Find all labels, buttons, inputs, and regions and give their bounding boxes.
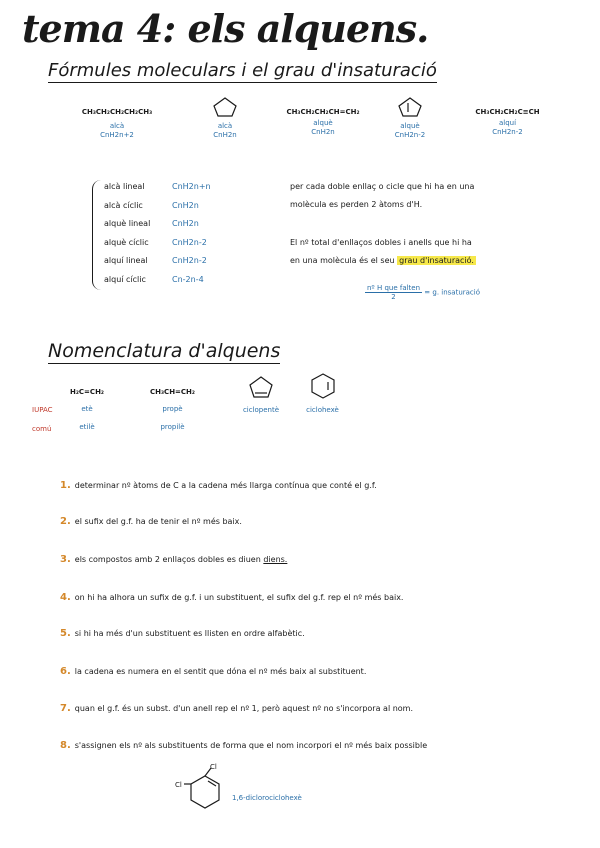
paragraph-line (290, 252, 476, 270)
table-formula: CnH2n (172, 219, 199, 228)
structure-name: alcà (109, 122, 125, 130)
table-row (104, 238, 211, 257)
table-formula: CnH2n (172, 200, 199, 210)
table-formula: Cn-2n-4 (172, 274, 204, 284)
paragraph-line: per cada doble enllaç o cicle que hi ha en una (290, 182, 475, 191)
structure-pentyne (465, 108, 550, 137)
rule-text-underlined: diens. (263, 555, 288, 564)
structure-cyclopentene (390, 96, 430, 140)
rule-number: 2. (60, 516, 71, 527)
highlight-grau-insaturacio: grau d'insaturació. (399, 256, 474, 265)
rule-item (60, 480, 377, 491)
table-label: alcà cíclic (104, 200, 143, 210)
table-row (104, 275, 211, 294)
table-row (104, 219, 211, 238)
table-label: alquè cíclic (104, 237, 149, 247)
fraction (365, 284, 422, 301)
rule-number: 1. (60, 480, 71, 491)
fraction-result: = g. insaturació (424, 288, 481, 297)
table-label: alquí lineal (104, 256, 148, 265)
rule-number: 8. (60, 740, 71, 751)
rule-text: on hi ha alhora un sufix de g.f. i un substituent, el sufix del g.f. rep el nº més baix. (74, 593, 404, 602)
cyclopentene-icon (390, 96, 430, 118)
structure-formula: CH₃CH₂CH₂CH=CH₂ (286, 108, 360, 116)
cyclopentene-icon (246, 374, 276, 400)
rule-text: quan el g.f. és un subst. d'un anell rep el nº 1, però aquest nº no s'incorpora al nom. (74, 704, 414, 713)
fraction-numerator: nº H que falten (367, 284, 421, 292)
compound-comu: etilè (79, 423, 95, 431)
row-label-iupac: IUPAC (32, 406, 53, 414)
example-molecule (175, 762, 235, 826)
paragraph-enllac (290, 178, 474, 214)
example-label: 1,6-diclorociclohexè (232, 794, 302, 802)
rule-number: 5. (60, 628, 71, 639)
structure-formula: CH₃CH₂CH₂CH₂CH₃ (81, 108, 153, 116)
structure-name: alquè (400, 122, 420, 130)
structure-pentane (72, 108, 162, 140)
dichlorocyclohexene-icon (175, 762, 235, 822)
rule-item (60, 554, 287, 565)
structure-general: CnH2n-2 (394, 131, 426, 139)
paragraph-text: en una molècula és el seu (290, 256, 395, 265)
structure-general: CnH2n+2 (100, 131, 134, 139)
structure-formula: CH₃CH₂CH₂C≡CH (475, 108, 540, 116)
section-heading-formules: Fórmules moleculars i el grau d'insaturació (48, 60, 437, 81)
structure-general: CnH2n (213, 131, 237, 139)
compound-iupac: ciclohexè (306, 406, 339, 414)
structure-cyclopentane (205, 96, 245, 140)
chlorine-atom: Cl (175, 781, 182, 789)
rule-text: si hi ha més d'un substituent es llisten en ordre alfabètic. (74, 629, 305, 638)
paragraph-line: El nº total d'enllaços dobles i anells que hi ha (290, 238, 472, 247)
rule-item (60, 516, 242, 527)
compound-cyclohexene (295, 372, 350, 415)
table-formula: CnH2n-2 (172, 256, 207, 265)
formula-table (104, 182, 211, 293)
rule-text: el sufix del g.f. ha de tenir el nº més baix. (74, 517, 242, 526)
structure-name: alquí (498, 119, 517, 127)
fraction-denominator: 2 (391, 293, 396, 301)
page-title: tema 4: els alquens. (22, 6, 429, 51)
compound-comu: propilè (160, 423, 185, 431)
paragraph-line: molècula es perden 2 àtoms d'H. (290, 200, 423, 209)
structure-name: alcà (217, 122, 233, 130)
compound-ethene (62, 388, 112, 432)
rule-item (60, 666, 366, 677)
rule-number: 7. (60, 703, 71, 714)
rule-text: la cadena es numera en el sentit que dóna el nº més baix al substituent. (74, 667, 367, 676)
compound-formula: H₂C=CH₂ (70, 388, 104, 396)
compound-iupac: propè (162, 405, 183, 413)
chlorine-atom: Cl (210, 763, 217, 771)
table-row (104, 201, 211, 220)
rule-item (60, 592, 403, 603)
compound-iupac: ciclopentè (242, 406, 280, 414)
table-label: alcà lineal (104, 182, 145, 191)
structure-pentene (278, 108, 368, 137)
table-label: alquí cíclic (104, 274, 146, 284)
table-label: alquè lineal (104, 219, 151, 228)
fraction-formula (365, 284, 480, 301)
table-row (104, 182, 211, 201)
structure-general: CnH2n-2 (492, 128, 523, 136)
structure-name: alquè (313, 119, 333, 127)
paragraph-grau (290, 234, 476, 270)
rule-number: 3. (60, 554, 71, 565)
rule-text: els compostos amb 2 enllaços dobles es diuen (74, 555, 261, 564)
compound-cyclopentene (236, 374, 286, 415)
compound-iupac: etè (81, 405, 93, 413)
compound-propene (140, 388, 205, 432)
brace (92, 180, 101, 290)
cyclohexene-icon (308, 372, 338, 400)
rule-item (60, 740, 427, 751)
structure-general: CnH2n (311, 128, 335, 136)
cyclopentane-icon (205, 96, 245, 118)
rule-item (60, 628, 305, 639)
row-label-comu: comú (32, 425, 52, 433)
table-formula: CnH2n-2 (172, 237, 207, 247)
rule-text: determinar nº àtoms de C a la cadena més llarga contínua que conté el g.f. (74, 481, 377, 490)
compound-formula: CH₃CH=CH₂ (150, 388, 195, 396)
rule-item (60, 703, 413, 714)
rule-number: 4. (60, 592, 71, 603)
rule-text: s'assignen els nº als substituents de forma que el nom incorpori el nº més baix possible (74, 741, 428, 750)
section-heading-nomenclatura: Nomenclatura d'alquens (48, 340, 281, 362)
table-formula: CnH2n+n (172, 182, 211, 191)
rule-number: 6. (60, 666, 71, 677)
table-row (104, 256, 211, 275)
